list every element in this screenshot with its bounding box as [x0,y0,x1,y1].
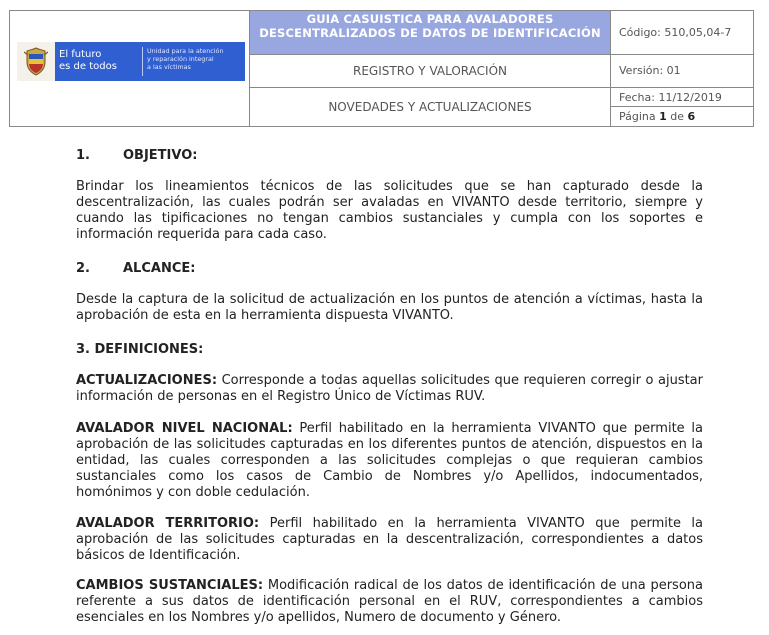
logo-slogan-line1: El futuro [59,49,102,60]
definition-cambios-sustanciales [76,578,703,626]
definition-term: ACTUALIZACIONES: [76,373,218,388]
objetivo-paragraph: Brindar los lineamientos técnicos de las solicitudes que se han capturado desde la descentralización, las cuales podrán ser avaladas en VIVANTO desde territorio, siempre y cuando las tipificaciones no tengan cambios sustanciales y cumpla con los soportes e información requerida para cada caso. [76,179,703,242]
logo-unit-name [147,47,245,71]
document-code: Código: 510,05,04-7 [611,11,754,55]
logo-cell [10,11,250,126]
logo-slogan [59,49,139,73]
page-prefix: Página [619,110,660,123]
definition-actualizaciones [76,373,703,405]
definition-term: AVALADOR NIVEL NACIONAL: [76,421,293,436]
document-version: Versión: 01 [611,55,754,88]
definition-term: AVALADOR TERRITORIO: [76,516,260,531]
logo-unit-line2: y reparación integral [147,55,214,63]
process-name: REGISTRO Y VALORACIÓN [250,55,611,88]
definition-avalador-territorio [76,516,703,564]
section-heading-alcance [76,261,703,277]
definition-text: Modificación radical de los datos de identificación de una persona referente a sus datos de identificación personal en el RUV, correspondientes a cambios esenciales en los Nombres y/o apellidos, Numero de documento y Género. [76,578,703,625]
definition-text: Perfil habilitado en la herramienta VIVANTO que permite la aprobación de las solicitudes capturadas en la descentralización, correspondientes a datos básicos de Identificación. [76,516,704,563]
definition-text: Corresponde a todas aquellas solicitudes que requieren corregir o ajustar información de personas en el Registro Único de Víctimas RUV. [76,373,703,404]
section-number: 1. [76,148,90,163]
page-of: de [666,110,688,123]
logo-divider [142,47,143,76]
definition-text: Perfil habilitado en la herramienta VIVANTO que permite la aprobación de las solicitudes capturadas en los diferentes puntos de atención, dispuestos en la entidad, las cuales corresponden a las solicitudes complejas o que requieran cambios sustanciales como los casos de Cambio de Nombres y/o Apellidos, indocumentados, homónimos y con doble cedulación. [76,421,703,500]
definition-term: CAMBIOS SUSTANCIALES: [76,578,264,593]
alcance-paragraph: Desde la captura de la solicitud de actualización en los puntos de atención a víctimas, hasta la aprobación de esta en la herramienta dispuesta VIVANTO. [76,292,703,323]
logo-unit-line3: a las víctimas [147,63,191,71]
logo-unit-line1: Unidad para la atención [147,47,224,55]
section-heading-definiciones: 3. DEFINICIONES: [76,342,204,357]
section-number: 2. [76,261,90,276]
logo-slogan-line2: es de todos [59,61,117,72]
subprocess-name: NOVEDADES Y ACTUALIZACIONES [250,88,611,126]
document-title: GUIA CASUISTICA PARA AVALADORES DESCENTRALIZADOS DE DATOS DE IDENTIFICACIÓN [250,11,611,55]
section-heading-objetivo [76,148,703,164]
section-title: ALCANCE: [123,261,196,276]
institution-logo [17,42,245,81]
page-total: 6 [687,110,696,123]
document-date: Fecha: 11/12/2019 [611,88,754,107]
page-current: 1 [659,110,667,123]
definition-avalador-nacional [76,421,703,501]
document-header-table [9,10,754,127]
colombia-coat-of-arms-icon [17,42,55,81]
section-title: OBJETIVO: [123,148,198,163]
page-indicator [611,107,754,126]
